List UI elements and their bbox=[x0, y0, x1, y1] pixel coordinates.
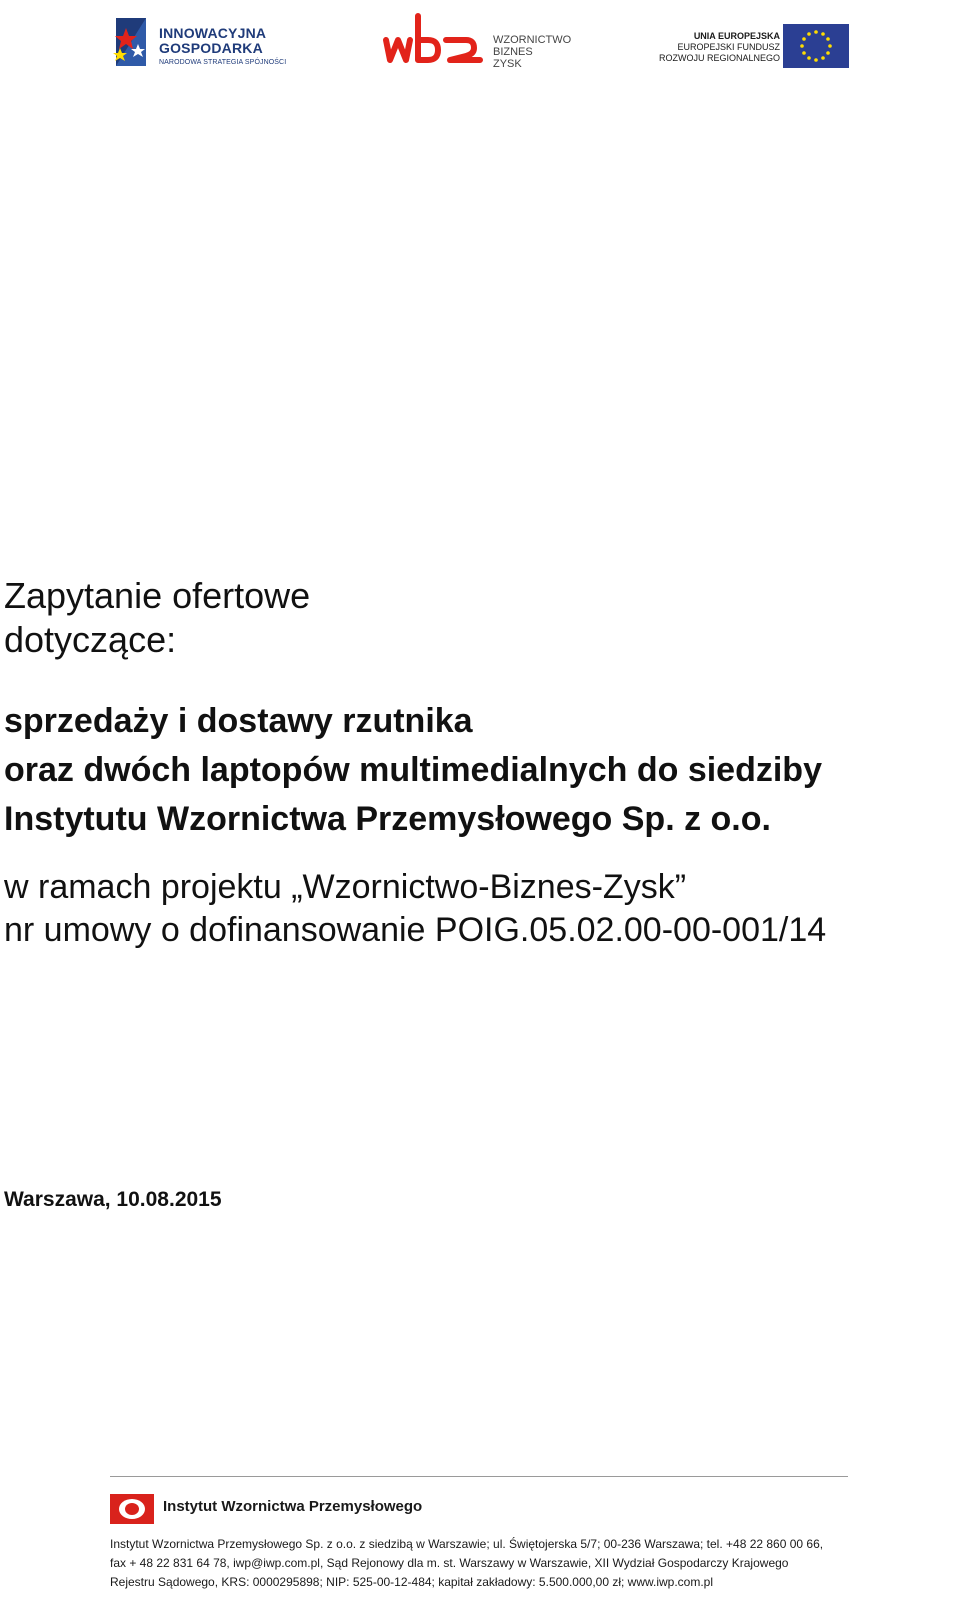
subject-line2: oraz dwóch laptopów multimedialnych do siedziby bbox=[4, 751, 822, 789]
footer-line1: Instytut Wzornictwa Przemysłowego Sp. z o.o. z siedzibą w Warszawie; ul. Świętojerska 5/7; 00-236 Warszawa; tel. +48 22 860 00 66, bbox=[110, 1537, 824, 1551]
wzornictwo-biznes-zysk-logo bbox=[380, 8, 580, 74]
eu-line3: ROZWOJU REGIONALNEGO bbox=[658, 53, 780, 63]
contract-number-line: nr umowy o dofinansowanie POIG.05.02.00-00-001/14 bbox=[4, 911, 827, 949]
title-line1: Zapytanie ofertowe bbox=[4, 575, 311, 616]
innowacyjna-gospodarka-title bbox=[159, 26, 266, 56]
title-line2: dotyczące: bbox=[4, 619, 177, 660]
footer-address bbox=[110, 1535, 823, 1592]
eu-line2: EUROPEJSKI FUNDUSZ bbox=[677, 42, 780, 52]
innowacyjna-gospodarka-logo bbox=[112, 14, 292, 70]
eu-fund-logo bbox=[640, 24, 840, 74]
innowacyjna-gospodarka-emblem-icon bbox=[112, 14, 154, 70]
footer-divider bbox=[110, 1476, 848, 1477]
eu-line1: UNIA EUROPEJSKA bbox=[693, 31, 780, 41]
ig-subtitle: NARODOWA STRATEGIA SPÓJNOŚCI bbox=[159, 59, 287, 66]
eu-flag-icon bbox=[783, 24, 849, 68]
place-date: Warszawa, 10.08.2015 bbox=[4, 1188, 222, 1211]
footer-institute-name: Instytut Wzornictwa Przemysłowego bbox=[163, 1498, 423, 1515]
ig-line1: INNOWACYJNA bbox=[159, 25, 267, 41]
wbz-line1: WZORNICTWO bbox=[493, 34, 572, 46]
subject-line3: Instytutu Wzornictwa Przemysłowego Sp. z o.o. bbox=[4, 800, 771, 838]
project-block bbox=[4, 866, 826, 952]
footer-line3: Rejestru Sądowego, KRS: 0000295898; NIP: 525-00-12-484; kapitał zakładowy: 5.500.000,00 zł; www.iwp.com.pl bbox=[110, 1575, 714, 1589]
subject-line1: sprzedaży i dostawy rzutnika bbox=[4, 702, 473, 740]
wbz-text-block bbox=[493, 34, 571, 70]
iwp-logo-icon bbox=[110, 1494, 154, 1524]
wbz-line2: BIZNES bbox=[493, 46, 533, 58]
page-title bbox=[4, 574, 310, 662]
subject-block bbox=[4, 697, 822, 844]
eu-text-block bbox=[640, 31, 780, 64]
project-line1: w ramach projektu „Wzornictwo-Biznes-Zysk” bbox=[4, 868, 687, 906]
wbz-line3: ZYSK bbox=[493, 58, 522, 70]
footer-line2: fax + 48 22 831 64 78, iwp@iwp.com.pl, Sąd Rejonowy dla m. st. Warszawy w Warszawie, XII Wydział Gospodarczy Krajowego bbox=[110, 1556, 789, 1570]
wbz-monogram-icon bbox=[380, 8, 486, 74]
ig-line2: GOSPODARKA bbox=[159, 40, 263, 56]
